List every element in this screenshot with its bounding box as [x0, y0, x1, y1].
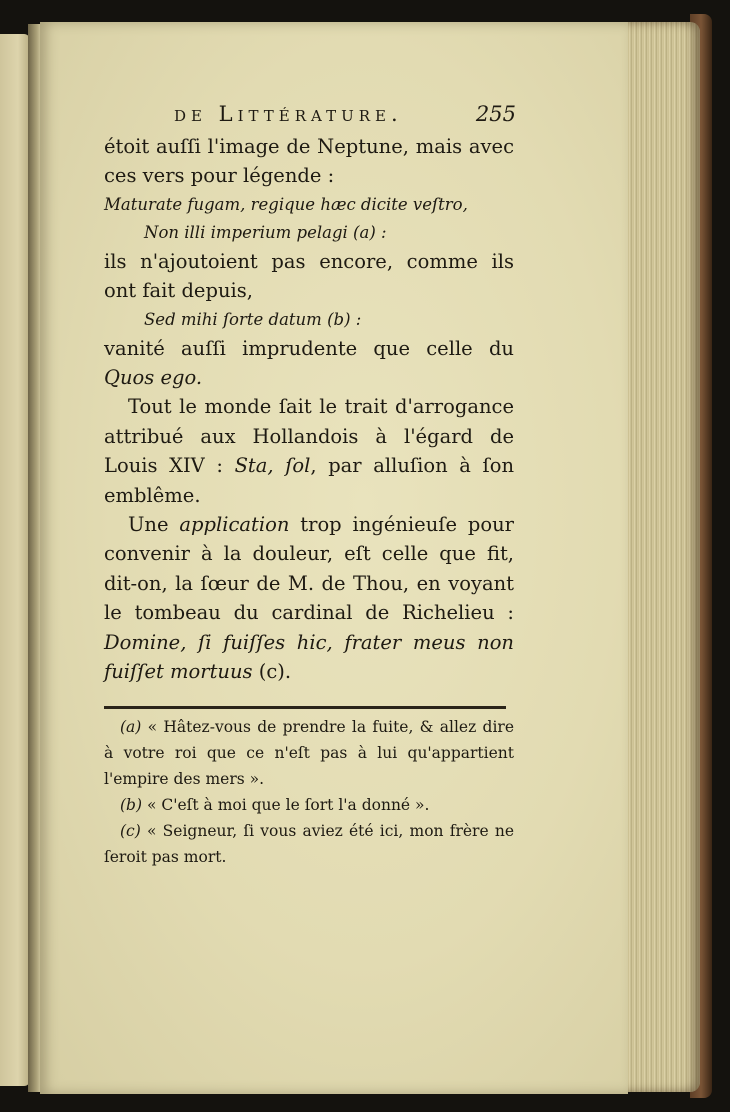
- application-word: application: [179, 513, 290, 537]
- footnote-c-mark: (c): [120, 822, 141, 840]
- footnote-a-mark: (a): [120, 718, 142, 736]
- verse-line-2: Non illi imperium pelagi (a) :: [144, 222, 387, 242]
- quos-ego: Quos ego.: [104, 366, 203, 390]
- body-line-3-text: vanité auſſi imprudente que celle du: [104, 336, 514, 360]
- footnote-c: [104, 818, 514, 870]
- footnote-b: [104, 792, 514, 818]
- body-line-2: ils n'ajoutoient pas encore, comme ils ont fait depuis,: [104, 249, 514, 303]
- footnote-a: [104, 714, 514, 792]
- running-head: de Littérature.: [174, 102, 403, 126]
- paragraph-2-end: , par alluſion à ſon emblême.: [104, 454, 514, 507]
- latin-quote: Domine, ſi fuiſſes hic, frater meus non fuiſſet mortuus: [104, 630, 514, 684]
- footnotes: [104, 714, 514, 870]
- paragraph-3-end: (c).: [252, 660, 292, 684]
- paragraph-2: [104, 392, 514, 510]
- body-line-3: [104, 334, 514, 393]
- body-line-1: étoit auſſi l'image de Neptune, mais avec ces vers pour légende :: [104, 135, 514, 188]
- page-header: [104, 102, 514, 136]
- footnote-c-text: « Seigneur, ſi vous aviez été ici, mon frère ne ſeroit pas mort.: [104, 822, 514, 866]
- footnote-a-text: « Hâtez-vous de prendre la fuite, & allez dire à votre roi que ce n'eſt pas à lui qu'appartient l'empire des mers ».: [104, 718, 514, 788]
- page-number: 255: [475, 102, 516, 126]
- body-text: [104, 132, 514, 687]
- sta-sol: Sta, ſol: [234, 454, 311, 478]
- page-edges: [618, 22, 700, 1092]
- footnote-b-text: « C'eſt à moi que le ſort l'a donné ».: [142, 796, 430, 814]
- paragraph-2-start: Tout le monde ſait le trait d'arrogance attribué aux Hollandois à l'égard de Louis XIV :: [104, 395, 514, 478]
- left-page: [0, 34, 30, 1086]
- paragraph-3-mid: trop ingénieuſe pour convenir à la douleur, eſt celle que fit, dit-on, la ſœur de M. de Thou, en voyant le tombeau du cardinal de Richelieu :: [104, 513, 514, 625]
- verse-line-1: Maturate fugam, regique hæc dicite veſtro,: [104, 194, 468, 214]
- verse-line-3: Sed mihi ſorte datum (b) :: [144, 309, 362, 329]
- footnote-b-mark: (b): [120, 796, 143, 814]
- paragraph-3-start: Une: [128, 513, 180, 537]
- paragraph-3: [104, 510, 514, 686]
- footnote-rule: [104, 706, 506, 709]
